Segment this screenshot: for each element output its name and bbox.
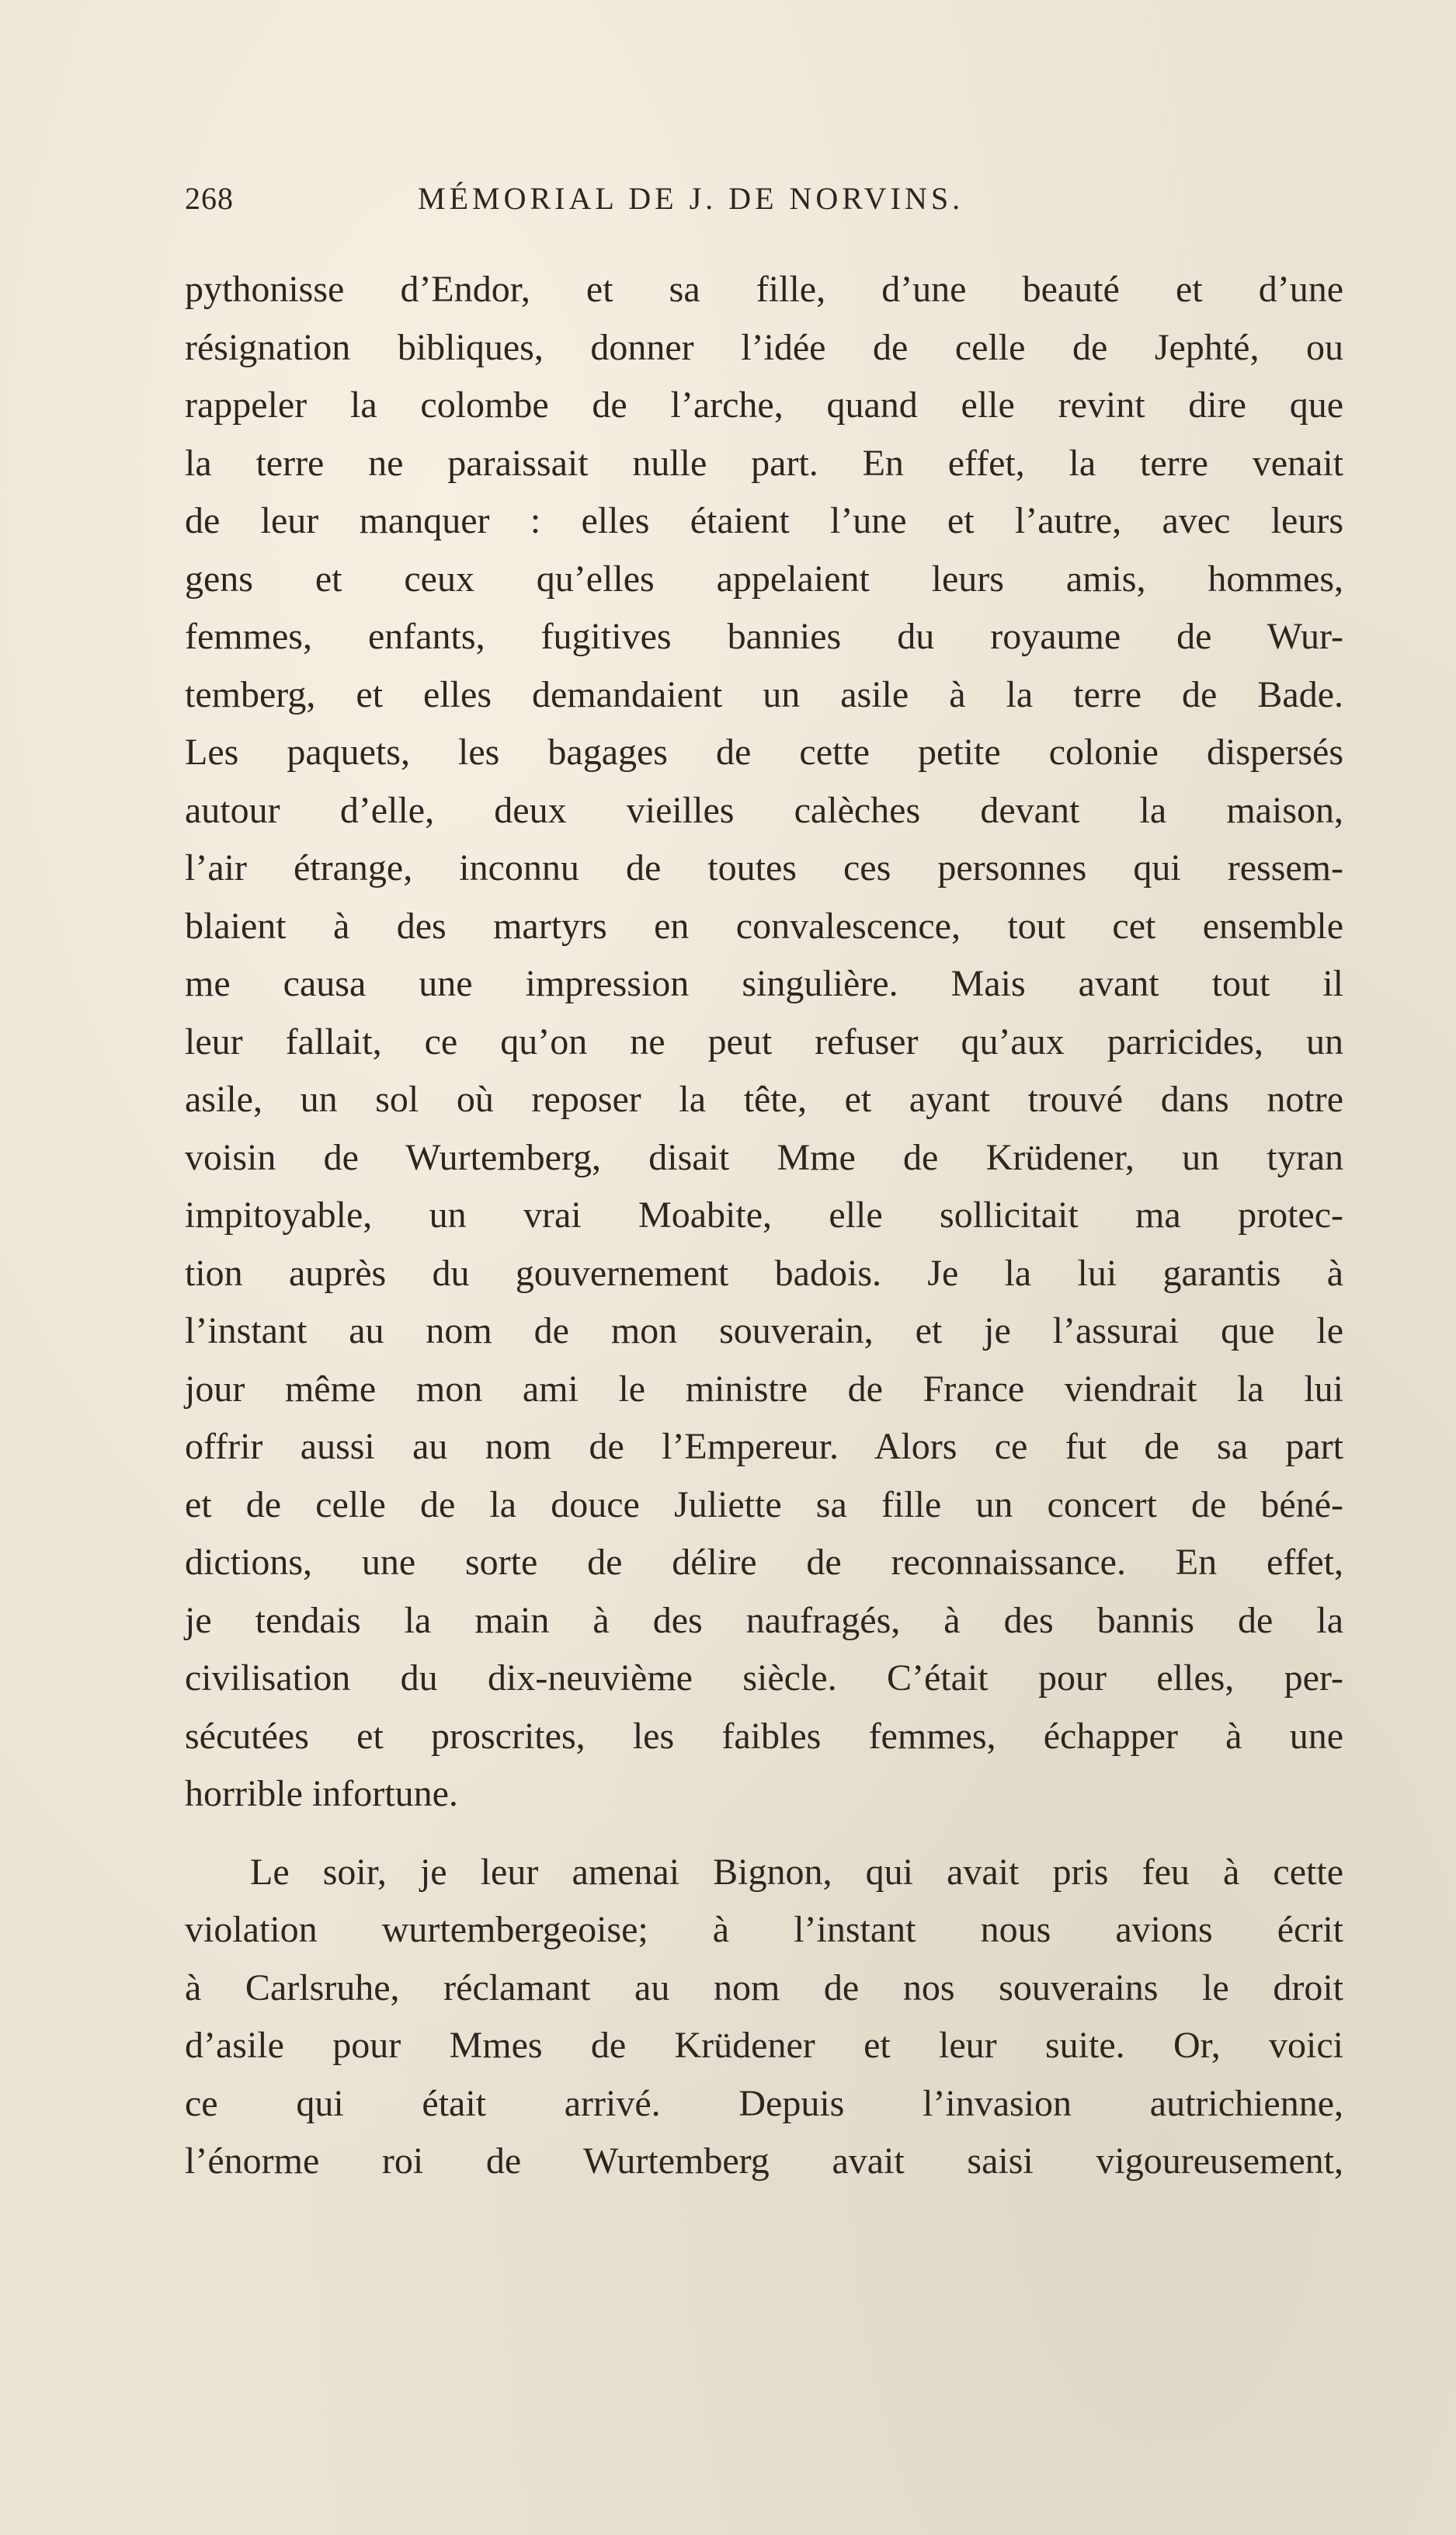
paragraph-2 bbox=[185, 1844, 1343, 2191]
text-line: Les paquets, les bagages de cette petite colonie dispersés bbox=[185, 732, 1343, 773]
text-line: temberg, et elles demandaient un asile à la terre de Bade. bbox=[185, 673, 1343, 715]
text-line: tion auprès du gouvernement badois. Je la lui garantis à bbox=[185, 1252, 1343, 1294]
text-line: l’air étrange, inconnu de toutes ces personnes qui ressem- bbox=[185, 847, 1343, 888]
page-header bbox=[185, 180, 1342, 235]
text-line: voisin de Wurtemberg, disait Mme de Krüdener, un tyran bbox=[185, 1136, 1343, 1178]
text-line: violation wurtembergeoise; à l’instant nous avions écrit bbox=[185, 1909, 1343, 1950]
text-line: gens et ceux qu’elles appelaient leurs amis, hommes, bbox=[185, 558, 1343, 600]
text-line: leur fallait, ce qu’on ne peut refuser qu’aux parricides, un bbox=[185, 1021, 1343, 1062]
text-line: je tendais la main à des naufragés, à des bannis de la bbox=[185, 1599, 1343, 1641]
running-title: MÉMORIAL DE J. DE NORVINS. bbox=[418, 181, 964, 216]
text-line: l’instant au nom de mon souverain, et je l’assurai que le bbox=[185, 1310, 1343, 1351]
text-line: autour d’elle, deux vieilles calèches devant la maison, bbox=[185, 789, 1343, 831]
text-line: résignation bibliques, donner l’idée de celle de Jephté, ou bbox=[185, 326, 1343, 368]
text-line: Le soir, je leur amenai Bignon, qui avait pris feu à cette bbox=[250, 1851, 1343, 1893]
text-line: me causa une impression singulière. Mais avant tout il bbox=[185, 963, 1343, 1004]
text-line: femmes, enfants, fugitives bannies du royaume de Wur- bbox=[185, 616, 1343, 657]
text-line: dictions, une sorte de délire de reconnaissance. En effet, bbox=[185, 1542, 1343, 1583]
text-line: horrible infortune. bbox=[185, 1773, 458, 1814]
text-line: de leur manquer : elles étaient l’une et l’autre, avec leurs bbox=[185, 500, 1343, 541]
text-line: la terre ne paraissait nulle part. En effet, la terre venait bbox=[185, 442, 1343, 484]
text-line: civilisation du dix-neuvième siècle. C’était pour elles, per- bbox=[185, 1657, 1343, 1699]
text-line: blaient à des martyrs en convalescence, tout cet ensemble bbox=[185, 905, 1343, 947]
text-line: ce qui était arrivé. Depuis l’invasion autrichienne, bbox=[185, 2082, 1343, 2124]
text-line: l’énorme roi de Wurtemberg avait saisi vigoureusement, bbox=[185, 2140, 1343, 2182]
body-text bbox=[185, 261, 1343, 2191]
text-line: jour même mon ami le ministre de France viendrait la lui bbox=[185, 1368, 1343, 1410]
paragraph-gap bbox=[185, 1824, 1343, 1844]
text-line: et de celle de la douce Juliette sa fille un concert de béné- bbox=[185, 1483, 1343, 1525]
text-line: d’asile pour Mmes de Krüdener et leur suite. Or, voici bbox=[185, 2025, 1343, 2066]
page-number: 268 bbox=[185, 181, 234, 216]
text-line: à Carlsruhe, réclamant au nom de nos souverains le droit bbox=[185, 1966, 1343, 2008]
text-line: impitoyable, un vrai Moabite, elle sollicitait ma protec- bbox=[185, 1194, 1343, 1236]
text-line: offrir aussi au nom de l’Empereur. Alors ce fut de sa part bbox=[185, 1426, 1343, 1467]
text-line: rappeler la colombe de l’arche, quand elle revint dire que bbox=[185, 384, 1343, 426]
text-line: asile, un sol où reposer la tête, et ayant trouvé dans notre bbox=[185, 1079, 1343, 1120]
paragraph-1 bbox=[185, 261, 1343, 1824]
text-line: pythonisse d’Endor, et sa fille, d’une beauté et d’une bbox=[185, 269, 1343, 310]
text-line: sécutées et proscrites, les faibles femmes, échapper à une bbox=[185, 1715, 1343, 1757]
